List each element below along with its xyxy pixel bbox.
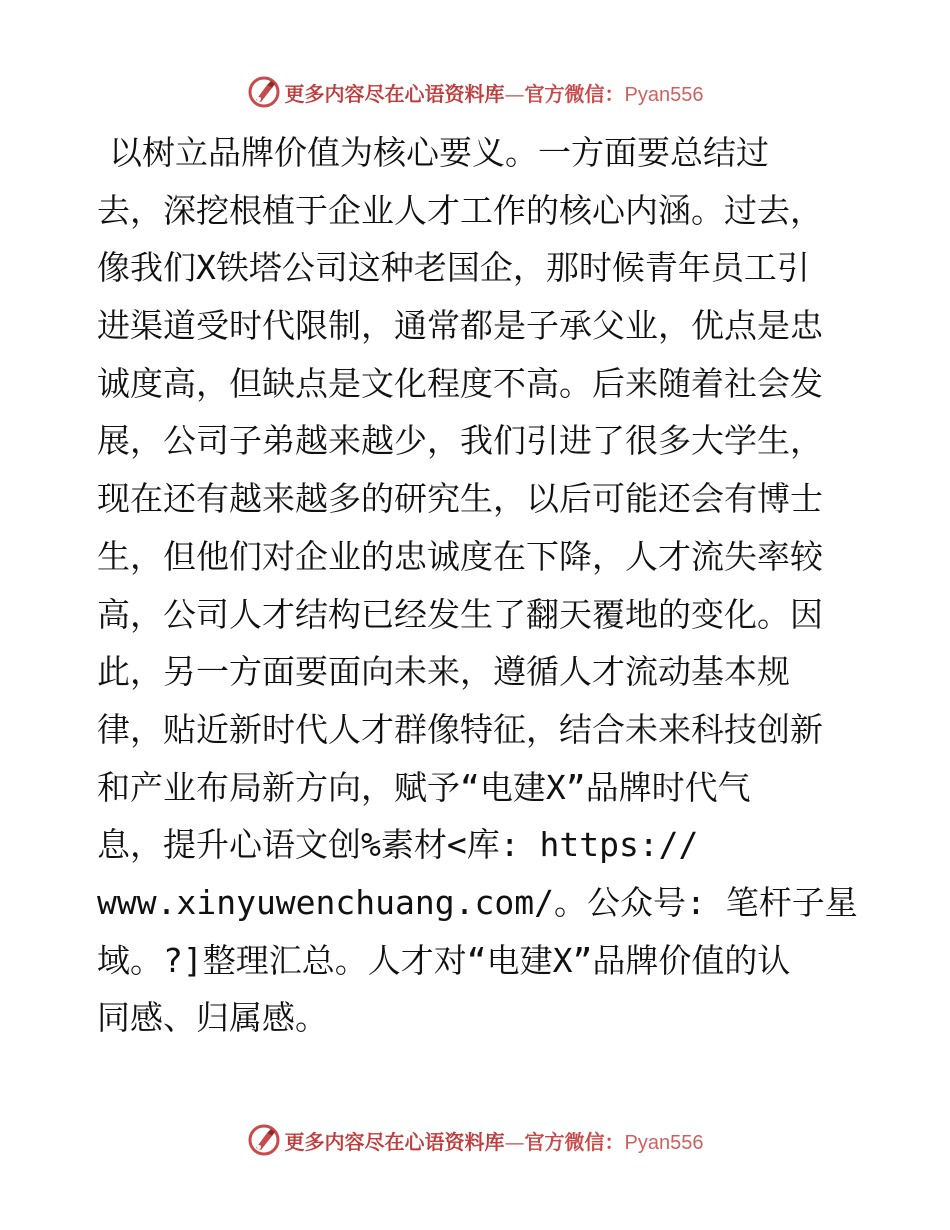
footer-banner — [0, 1120, 950, 1160]
header-banner-title: 更多内容尽在心语资料库 — [284, 81, 505, 106]
body-line: 此，另一方面要面向未来，遵循人才流动基本规 — [97, 652, 790, 692]
body-line: 生，但他们对企业的忠诚度在下降，人才流失率较 — [97, 536, 823, 576]
body-line: 去，深挖根植于企业人才工作的核心内涵。过去， — [97, 190, 823, 230]
header-banner-account: Pyan556 — [624, 83, 704, 106]
header-banner-label: 官方微信： — [524, 81, 625, 106]
body-line: 进渠道受时代限制，通常都是子承父业，优点是忠 — [97, 306, 823, 346]
body-line: 息，提升心语文创%素材<库: https:// — [97, 825, 699, 865]
body-line: 像我们X铁塔公司这种老国企，那时候青年员工引 — [97, 248, 810, 288]
footer-banner-account: Pyan556 — [624, 1131, 704, 1154]
body-line: 诚度高，但缺点是文化程度不高。后来随着社会发 — [97, 363, 823, 403]
footer-banner-label: 官方微信： — [524, 1129, 625, 1154]
body-line: 同感、归属感。 — [97, 998, 328, 1038]
pen-nib-logo-icon — [247, 1123, 281, 1157]
body-line: 现在还有越来越多的研究生，以后可能还会有博士 — [97, 479, 823, 519]
body-line: 域。?]整理汇总。人才对“电建X”品牌价值的认 — [97, 940, 791, 980]
body-line: 以树立品牌价值为核心要义。一方面要总结过 — [109, 133, 769, 172]
header-banner-text — [285, 78, 704, 107]
footer-banner-text — [285, 1126, 704, 1155]
body-line: 高，公司人才结构已经发生了翻天覆地的变化。因 — [97, 594, 823, 634]
body-line: 律，贴近新时代人才群像特征，结合未来科技创新 — [97, 709, 823, 749]
document-body — [97, 124, 857, 1047]
body-line: 和产业布局新方向，赋予“电建X”品牌时代气 — [97, 767, 751, 807]
pen-nib-logo-icon — [247, 75, 281, 109]
body-line: 展，公司子弟越来越少，我们引进了很多大学生， — [97, 421, 823, 461]
footer-banner-dash: — — [504, 1129, 525, 1154]
body-line: www.xinyuwenchuang.com/。公众号: 笔杆子星 — [97, 882, 858, 922]
header-banner — [0, 72, 950, 112]
footer-banner-title: 更多内容尽在心语资料库 — [284, 1129, 505, 1154]
header-banner-dash: — — [504, 81, 525, 106]
